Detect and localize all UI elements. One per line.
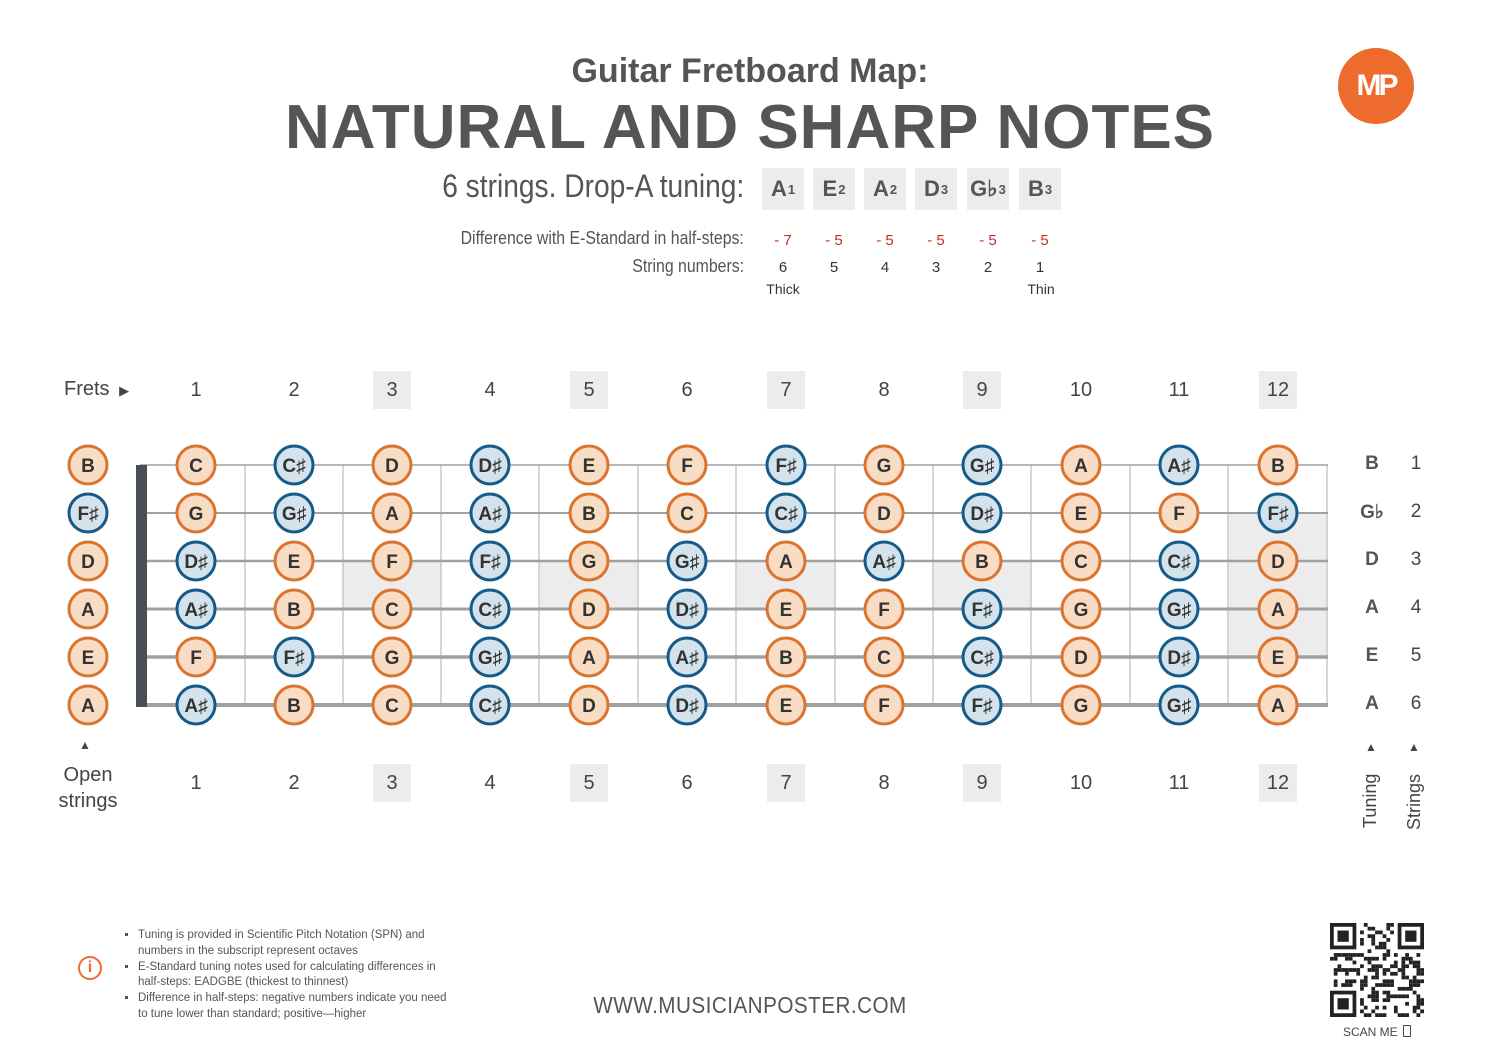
info-icon: i [78,956,102,980]
tuning-side-value: A [1365,597,1379,618]
qr-code[interactable] [1330,923,1424,1017]
fret-number: 4 [484,771,496,794]
triangle-up-icon: ▲ [79,738,91,752]
footnote-item: ▪ Tuning is provided in Scientific Pitch Notation (SPN) and numbers in the subscript represent octaves [138,928,458,960]
note-label: B [975,552,989,573]
triangle-up-icon: ▲ [1365,740,1377,754]
tuning-side-value: E [1365,645,1379,666]
scan-me-label [1330,1025,1424,1039]
note-label: F♯ [77,504,99,525]
fret-number: 4 [484,378,496,401]
tuning-side-value: D [1365,549,1379,570]
string-numbers-label: String numbers: [632,256,744,276]
tuning-note-box: A 2 [864,168,906,210]
nut [136,465,147,707]
triangle-right-icon: ▶ [119,383,130,398]
fret-number: 8 [878,378,890,401]
note-label: E [779,600,793,621]
note-label: A [1074,456,1088,477]
note-label: E [1271,648,1285,669]
note-label: D [81,552,95,573]
page-title: NATURAL AND SHARP NOTES [284,93,1216,162]
note-label: D♯ [1167,648,1191,669]
note-label: F [878,600,890,621]
fret-number: 7 [767,371,805,409]
note-label: G♯ [1166,696,1192,717]
strings-side-label: Strings [1404,773,1424,830]
frets-label [64,378,129,401]
note-label: B [287,696,301,717]
thick-label: Thick [766,281,800,297]
note-label: A♯ [675,648,699,669]
website-link[interactable]: WWW.MUSICIANPOSTER.COM [593,992,907,1018]
fret-number: 1 [190,771,202,794]
note-label: D [877,504,891,525]
note-label: F♯ [283,648,305,669]
note-label: D♯ [675,696,699,717]
note-label: G [1073,600,1089,621]
footnote-item: ▪ E-Standard tuning notes used for calculating differences in half-steps: EADGBE (thickest to thinnest) [138,960,458,992]
frets-label-text: Frets [64,378,110,400]
fret-number: 6 [681,771,693,794]
note-label: A [582,648,596,669]
fretboard [0,430,1500,730]
note-label: D [1074,648,1088,669]
note-label: E [582,456,596,477]
note-label: B [287,600,301,621]
note-label: G♯ [674,552,700,573]
difference-value: - 5 [825,232,843,249]
string-side-number: 4 [1410,597,1422,618]
note-label: F [190,648,202,669]
note-label: A [81,696,95,717]
fret-number: 10 [1069,771,1093,794]
note-label: G♯ [969,456,995,477]
note-label: D♯ [184,552,208,573]
difference-value: - 7 [774,232,792,249]
triangle-up-icon: ▲ [1408,740,1420,754]
note-label: C♯ [478,600,502,621]
fret-number: 6 [681,378,693,401]
fret-number: 5 [570,764,608,802]
note-label: G♯ [1166,600,1192,621]
string-side-number: 1 [1410,453,1422,474]
note-label: A [1271,696,1285,717]
tuning-note-box: B 3 [1019,168,1061,210]
scan-me-text: SCAN ME [1342,1025,1398,1039]
note-label: D [582,696,596,717]
note-label: D [385,456,399,477]
fret-number: 11 [1168,771,1190,794]
note-label: G [581,552,597,573]
note-label: A♯ [1167,456,1191,477]
fret-number: 10 [1069,378,1093,401]
note-label: E [1074,504,1088,525]
string-number-value: 2 [983,259,993,276]
fret-number: 12 [1259,764,1297,802]
note-label: A♯ [184,696,208,717]
note-label: A [1271,600,1285,621]
tuning-label: 6 strings. Drop-A tuning: [441,168,744,204]
fret-number: 12 [1259,371,1297,409]
string-number-value: 4 [880,259,890,276]
note-label: C [1074,552,1088,573]
note-label: C♯ [478,696,502,717]
note-label: B [779,648,793,669]
fret-number: 11 [1168,378,1190,401]
note-label: C [877,648,891,669]
string-number-value: 5 [829,259,839,276]
string-side-number: 3 [1410,549,1422,570]
note-label: D♯ [675,600,699,621]
fret-number: 3 [373,371,411,409]
note-label: F♯ [775,456,797,477]
note-label: D♯ [478,456,502,477]
fret-number: 2 [288,771,300,794]
note-label: F♯ [479,552,501,573]
string-number-value: 3 [931,259,941,276]
note-label: C♯ [774,504,798,525]
fret-number: 2 [288,378,300,401]
note-label: F [681,456,693,477]
note-label: F♯ [1267,504,1289,525]
note-label: A♯ [872,552,896,573]
note-label: C♯ [1167,552,1191,573]
tuning-note-box: G♭ 3 [967,168,1009,210]
tuning-side-label: Tuning [1360,773,1380,828]
note-label: F [878,696,890,717]
note-label: F [386,552,398,573]
string-number-value: 1 [1035,259,1045,276]
logo[interactable]: MP [1338,48,1414,124]
note-label: A [81,600,95,621]
tuning-note-box: A 1 [762,168,804,210]
string-side-number: 6 [1410,693,1422,714]
note-label: C [189,456,203,477]
note-label: F♯ [971,600,993,621]
note-label: C [385,696,399,717]
note-label: G [876,456,892,477]
difference-value: - 5 [979,232,997,249]
note-label: C [680,504,694,525]
fret-number: 8 [878,771,890,794]
note-label: B [582,504,596,525]
tuning-side-value: G♭ [1360,502,1384,523]
note-label: F [1173,504,1185,525]
thin-label: Thin [1027,281,1055,297]
tuning-note-box: D 3 [915,168,957,210]
difference-value: - 5 [927,232,945,249]
fret-number: 5 [570,371,608,409]
note-label: A [385,504,399,525]
fret-marker-shade [1229,513,1327,657]
note-label: G [188,504,204,525]
fret-number: 3 [373,764,411,802]
open-strings-label: Open strings [58,764,118,812]
note-label: G♯ [281,504,307,525]
phone-icon [1403,1025,1411,1037]
subtitle: Guitar Fretboard Map: [571,52,929,90]
fret-number: 9 [963,764,1001,802]
note-label: G♯ [477,648,503,669]
tuning-note-box: E 2 [813,168,855,210]
note-label: G [384,648,400,669]
difference-value: - 5 [1031,232,1049,249]
note-label: F♯ [971,696,993,717]
note-label: D [1271,552,1285,573]
tuning-side-value: A [1365,693,1379,714]
tuning-side-value: B [1365,453,1379,474]
fret-number: 9 [963,371,1001,409]
string-side-number: 5 [1410,645,1422,666]
note-label: G [1073,696,1089,717]
note-label: C [385,600,399,621]
string-number-value: 6 [778,259,788,276]
fret-number: 7 [767,764,805,802]
note-label: D [582,600,596,621]
note-label: B [1271,456,1285,477]
note-label: E [287,552,301,573]
footnote-item: ▪ Difference in half-steps: negative numbers indicate you need to tune lower than standard; positive—higher [138,991,458,1023]
note-label: C♯ [970,648,994,669]
note-label: A [779,552,793,573]
fret-number: 1 [190,378,202,401]
note-label: D♯ [970,504,994,525]
note-label: A♯ [478,504,502,525]
note-label: E [81,648,95,669]
difference-value: - 5 [876,232,894,249]
note-label: B [81,456,95,477]
difference-label: Difference with E-Standard in half-steps: [460,228,744,248]
note-label: E [779,696,793,717]
note-label: A♯ [184,600,208,621]
note-label: C♯ [282,456,306,477]
string-side-number: 2 [1410,501,1422,522]
